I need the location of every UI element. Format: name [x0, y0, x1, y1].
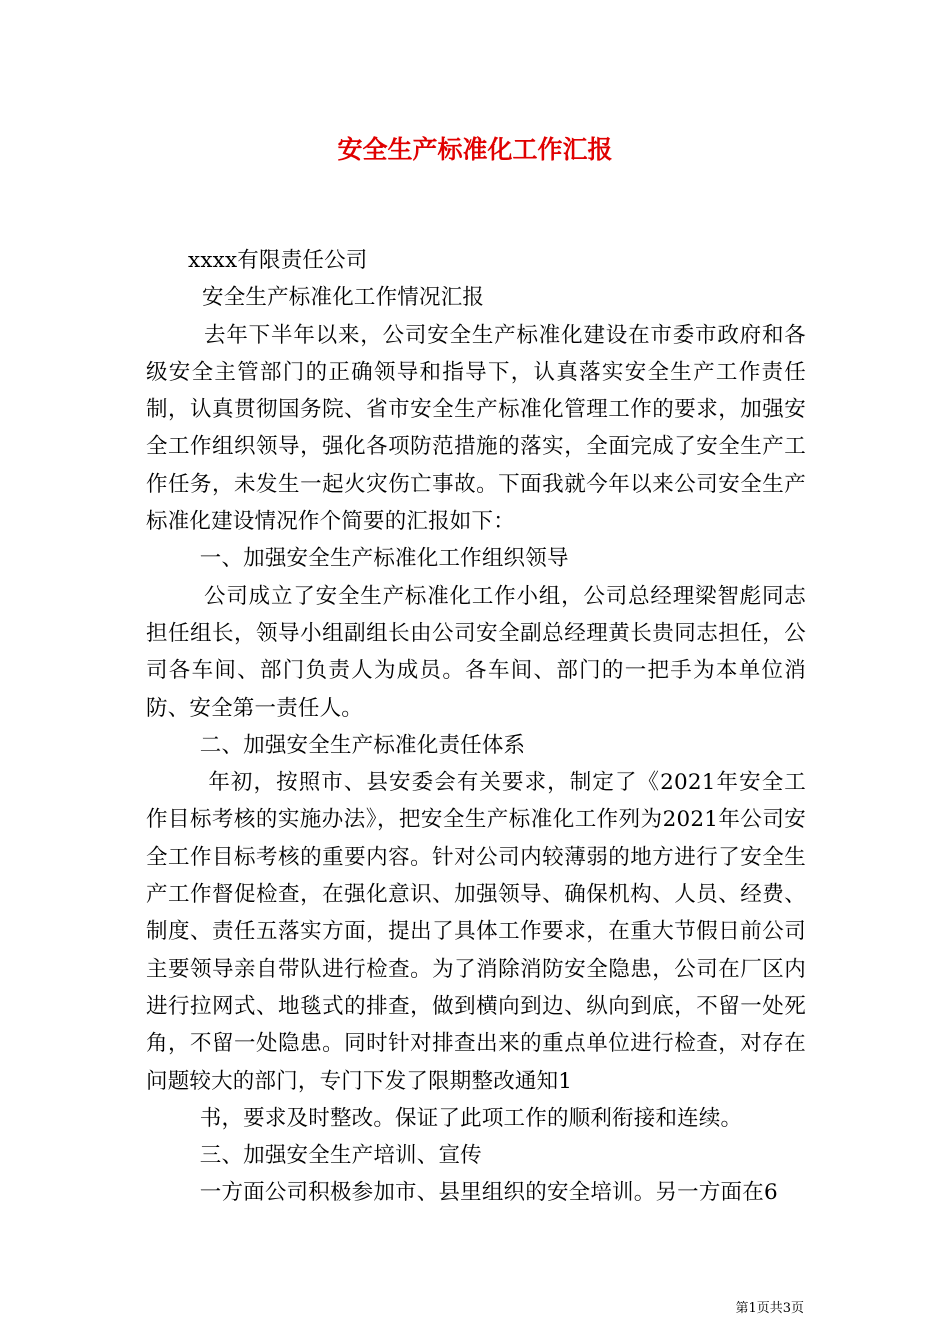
paragraph-section-2: 年初，按照市、县安委会有关要求，制定了《2021年安全工作目标考核的实施办法》，把安全生产标准化工作列为2021年公司安全工作目标考核的重要内容。针对公司内较薄弱的地方进行了安全生产工作督促检查，在强化意识、加强领导、确保机构、人员、经费、制度、责任五落实方面，提出了具体工作要求，在重大节假日前公司主要领导亲自带队进行检查。为了消除消防安全隐患，公司在厂区内进行拉网式、地毯式的排查，做到横向到边、纵向到底，不留一处死角，不留一处隐患。同时针对排查出来的重点单位进行检查，对存在问题较大的部门，专门下发了限期整改通知1: [146, 770, 806, 1094]
section-heading-3: 三、加强安全生产培训、宣传: [199, 1143, 482, 1169]
paragraph-section-2-cont: 书，要求及时整改。保证了此项工作的顺利衔接和连续。: [199, 1105, 743, 1131]
document-body: [146, 242, 806, 1212]
paragraph-section-3: 一方面公司积极参加市、县里组织的安全培训。另一方面在6: [199, 1180, 778, 1206]
document-title: 安全生产标准化工作汇报: [337, 135, 613, 164]
report-subtitle: 安全生产标准化工作情况汇报: [202, 285, 485, 311]
section-heading-2: 二、加强安全生产标准化责任体系: [199, 732, 526, 758]
section-heading-1: 一、加强安全生产标准化工作组织领导: [199, 546, 569, 572]
page-number: 第1页共3页: [735, 1301, 804, 1316]
company-name: xxxx有限责任公司: [188, 248, 368, 273]
paragraph-section-1: 公司成立了安全生产标准化工作小组，公司总经理梁智彪同志担任组长，领导小组副组长由公司安全副总经理黄长贵同志担任，公司各车间、部门负责人为成员。各车间、部门的一把手为本单位消防、安全第一责任人。: [146, 583, 806, 721]
paragraph-intro: 去年下半年以来，公司安全生产标准化建设在市委市政府和各级安全主管部门的正确领导和指导下，认真落实安全生产工作责任制，认真贯彻国务院、省市安全生产标准化管理工作的要求，加强安全工作组织领导，强化各项防范措施的落实，全面完成了安全生产工作任务，未发生一起火灾伤亡事故。下面我就今年以来公司安全生产标准化建设情况作个简要的汇报如下：: [146, 322, 806, 535]
